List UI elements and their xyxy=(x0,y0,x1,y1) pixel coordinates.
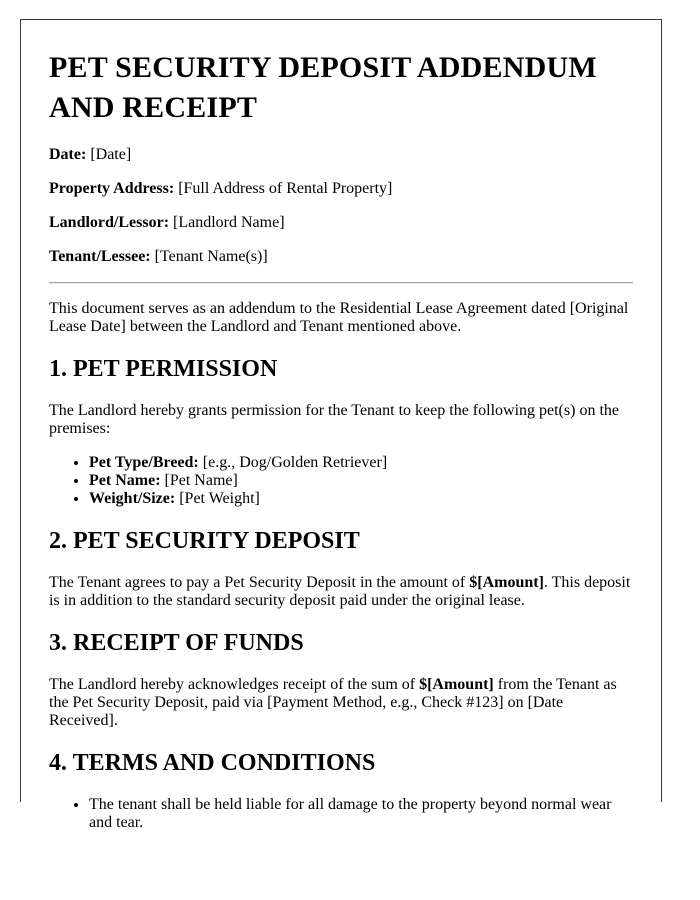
section-4-heading: 4. TERMS AND CONDITIONS xyxy=(49,750,376,776)
intro-paragraph: This document serves as an addendum to the Residential Lease Agreement dated [Original Lease Date] between the Landlord and Tenant mentioned above. xyxy=(49,300,629,335)
field-value: [Date] xyxy=(90,146,132,163)
field-row-tenant xyxy=(49,248,633,266)
field-label: Property Address: xyxy=(49,180,175,197)
list-item-pet-type xyxy=(89,454,633,472)
pet-details-list xyxy=(49,454,633,508)
bullet-value: [Pet Name] xyxy=(164,472,238,489)
section-3-body xyxy=(49,676,633,730)
body-text-before: The Tenant agrees to pay a Pet Security Deposit in the amount of xyxy=(49,574,470,591)
field-label: Date: xyxy=(49,146,87,163)
field-value: [Tenant Name(s)] xyxy=(154,248,268,265)
field-row-property-address xyxy=(49,180,633,198)
list-item-terms-clipped: • The tenant shall be held liable for all damage to the property beyond normal wear and tear. xyxy=(89,796,633,832)
body-text-before: The Landlord hereby acknowledges receipt of the sum of xyxy=(49,676,420,693)
body-text-after: from the Tenant as the Pet Security Deposit, paid via [Payment Method, e.g., Check #123] on [Date Received]. xyxy=(49,676,617,729)
section-1-heading: 1. PET PERMISSION xyxy=(49,356,278,382)
bullet-label: Weight/Size: xyxy=(89,490,176,507)
field-label: Landlord/Lessor: xyxy=(49,214,170,231)
section-1-body: The Landlord hereby grants permission for the Tenant to keep the following pet(s) on the premises: xyxy=(49,402,619,437)
list-item-pet-weight xyxy=(89,490,633,508)
amount-placeholder: $[Amount] xyxy=(419,676,494,693)
document-page xyxy=(20,19,662,831)
field-value: [Landlord Name] xyxy=(173,214,285,231)
document-title: PET SECURITY DEPOSIT ADDENDUM AND RECEIPT xyxy=(49,51,597,124)
bullet-label: Pet Type/Breed: xyxy=(89,454,199,471)
section-2-heading: 2. PET SECURITY DEPOSIT xyxy=(49,528,360,554)
field-row-landlord xyxy=(49,214,633,232)
field-label: Tenant/Lessee: xyxy=(49,248,151,265)
list-item-pet-name xyxy=(89,472,633,490)
amount-placeholder: $[Amount] xyxy=(469,574,544,591)
section-2-body xyxy=(49,574,633,610)
bullet-value: [e.g., Dog/Golden Retriever] xyxy=(202,454,388,471)
field-row-date xyxy=(49,146,633,164)
field-value: [Full Address of Rental Property] xyxy=(178,180,393,197)
section-divider xyxy=(49,282,633,284)
bullet-label: Pet Name: xyxy=(89,472,161,489)
section-3-heading: 3. RECEIPT OF FUNDS xyxy=(49,630,304,656)
terms-list xyxy=(49,796,633,832)
bullet-value: [Pet Weight] xyxy=(179,490,260,507)
body-text-after: . This deposit is in addition to the standard security deposit paid under the original lease. xyxy=(49,574,631,609)
